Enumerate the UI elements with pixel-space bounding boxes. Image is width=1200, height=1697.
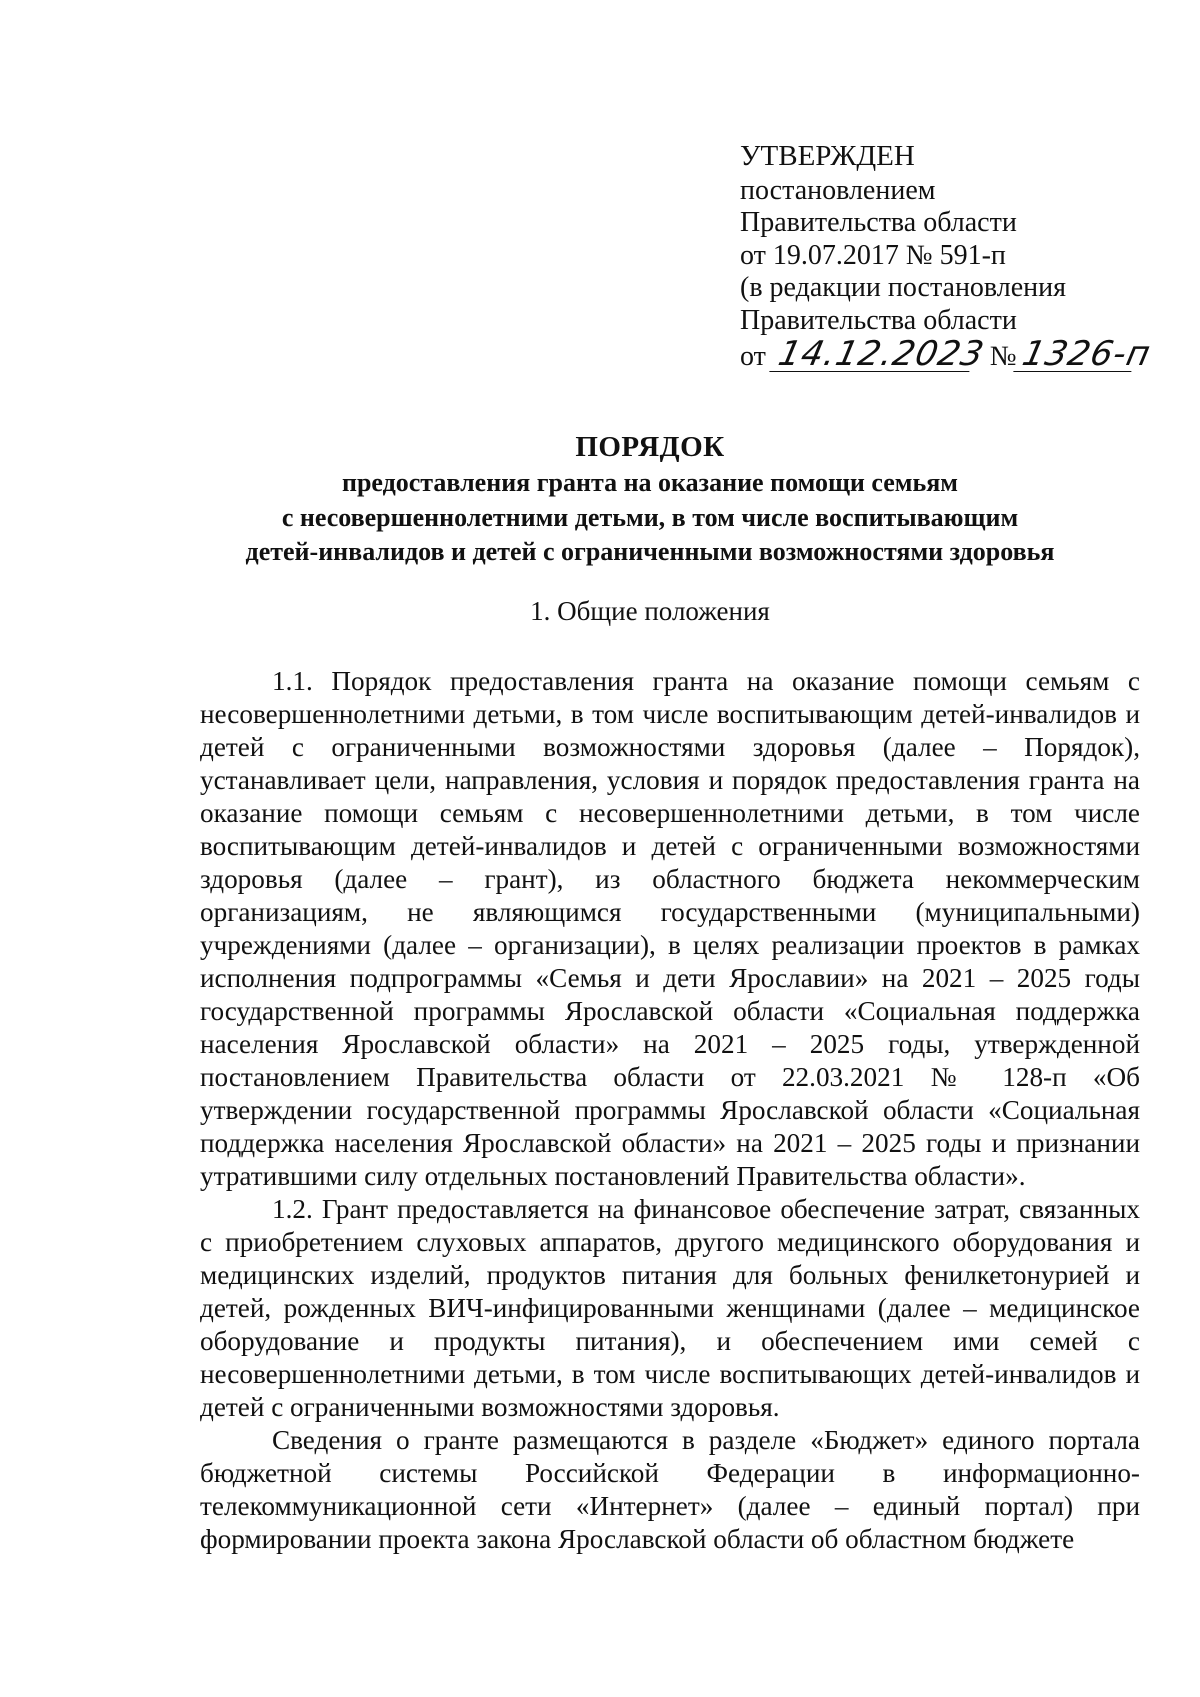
title-main: ПОРЯДОК (575, 431, 725, 463)
approval-line-1: постановлением (740, 174, 936, 206)
title-line-3: детей-инвалидов и детей с ограниченными возможностями здоровья (245, 537, 1055, 566)
approval-heading: УТВЕРЖДЕН (740, 140, 915, 172)
approval-stamp (740, 140, 1160, 377)
handwritten-date: 14.12.2023 (769, 337, 976, 372)
approval-line-2: Правительства области (740, 207, 1017, 238)
date-prefix: от (740, 341, 766, 372)
handwritten-number: 1326-п (1013, 337, 1138, 372)
paragraph-1-2: 1.2. Грант предоставляется на финансовое обеспечение затрат, связанных с приобретением слуховых аппаратов, другого медицинского оборудования и медицинских изделий, продуктов питания для больных фенилкетонурией и детей, рожденных ВИЧ-инфицированными женщинами (далее – медицинское оборудование и продукты питания), и обеспечением ими семей с несовершеннолетними детьми, в том числе воспитывающих детей-инвалидов и детей с ограниченными возможностями здоровья. (200, 1194, 1140, 1422)
title-line-1: предоставления гранта на оказание помощи семьям (341, 468, 959, 497)
approval-line-4: (в редакции постановления (740, 272, 1067, 303)
title-line-2: с несовершеннолетними детьми, в том числе воспитывающим (281, 502, 1019, 532)
section-heading: 1. Общие положения (530, 596, 770, 626)
document-title (150, 428, 1150, 570)
paragraph-grant-info: Сведения о гранте размещаются в разделе «Бюджет» единого портала бюджетной системы Российской Федерации в информационно-телекоммуникационной сети «Интернет» (далее – единый портал) при формировании проекта закона Ярославской области об областном бюджете (200, 1425, 1140, 1554)
number-symbol: № (989, 341, 1017, 372)
paragraph-1-1: 1.1. Порядок предоставления гранта на оказание помощи семьям с несовершеннолетними детьми, в том числе воспитывающим детей-инвалидов и детей с ограниченными возможностями здоровья (далее – Порядок), устанавливает цели, направления, условия и порядок предоставления гранта на оказание помощи семьям с несовершеннолетними детьми, в том числе воспитывающим детей-инвалидов и детей с ограниченными возможностями здоровья (далее – грант), из областного бюджета некоммерческим организациям, не являющимся государственными (муниципальными) учреждениями (далее – организации), в целях реализации проектов в рамках исполнения подпрограммы «Семья и дети Ярославии» на 2021 – 2025 годы государственной программы Ярославской области «Социальная поддержка населения Ярославской области» на 2021 – 2025 годы, утвержденной постановлением Правительства области от 22.03.2021 № 128-п «Об утверждении государственной программы Ярославской области «Социальная поддержка населения Ярославской области» на 2021 – 2025 годы и признании утратившими силу отдельных постановлений Правительства области». (200, 666, 1140, 1191)
approval-line-5: Правительства области (740, 304, 1017, 336)
approval-line-3: от 19.07.2017 № 591-п (740, 239, 1006, 271)
approval-date-line (740, 334, 1160, 377)
document-body (200, 665, 1140, 1556)
